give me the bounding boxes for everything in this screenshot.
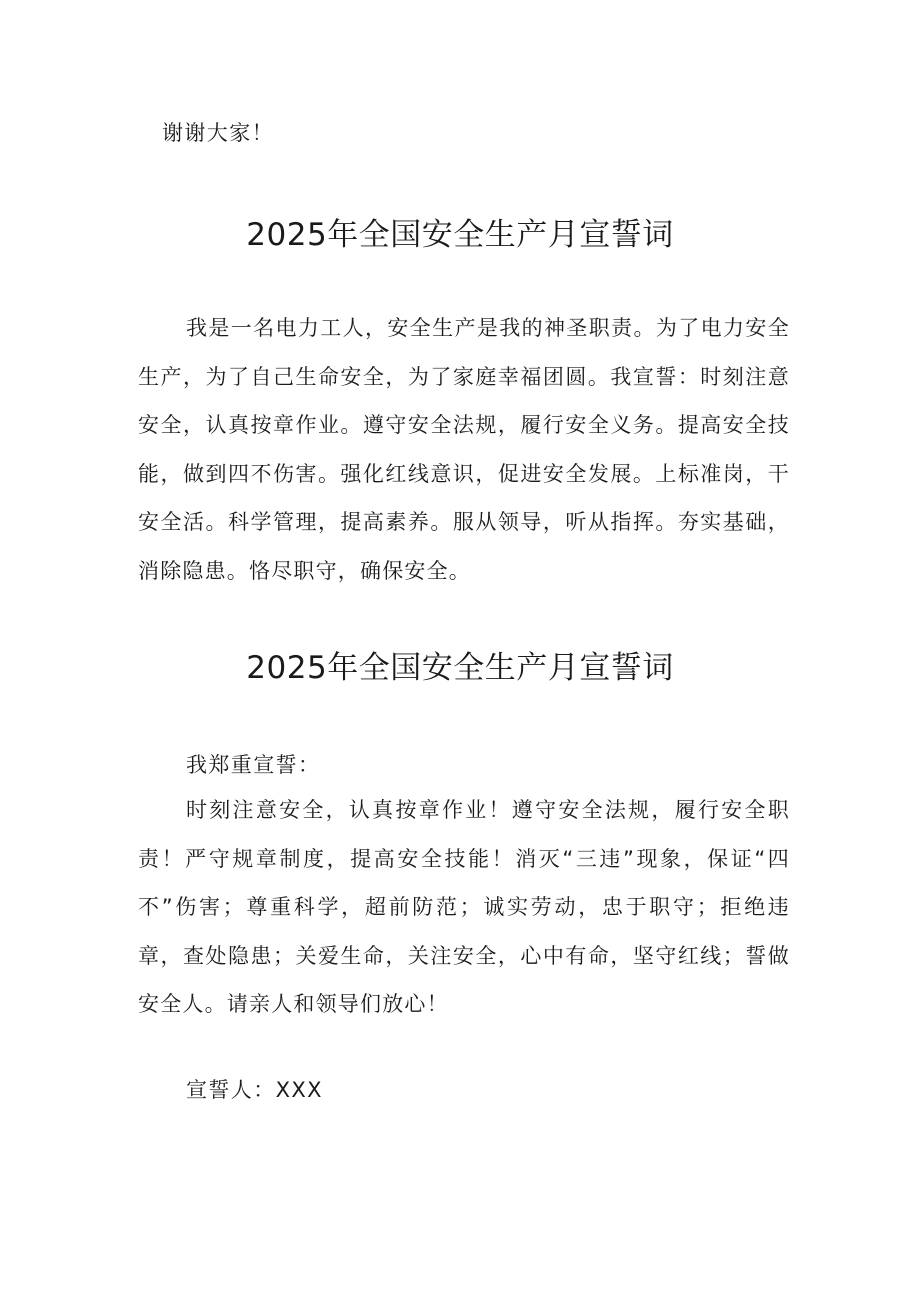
section-2-title: 2025年全国安全生产月宣誓词: [246, 650, 674, 686]
section-1-title: 2025年全国安全生产月宣誓词: [246, 217, 674, 253]
signature-line: 宣誓人：XXX: [186, 1078, 323, 1102]
section-2-paragraph: 时刻注意安全，认真按章作业！遵守安全法规，履行安全职责！严守规章制度，提高安全技能！消灭“三违”现象，保证“四不”伤害；尊重科学，超前防范；诚实劳动，忠于职守；拒绝违章，查处隐患；关爱生命，关注安全，心中有命，坚守红线；誓做安全人。请亲人和领导们放心！: [138, 798, 790, 1016]
section-2-intro: 我郑重宣誓：: [186, 753, 321, 777]
closing-line: 谢谢大家！: [162, 121, 274, 145]
section-1-paragraph: 我是一名电力工人，安全生产是我的神圣职责。为了电力安全生产，为了自己生命安全，为了家庭幸福团圆。我宣誓：时刻注意安全，认真按章作业。遵守安全法规，履行安全义务。提高安全技能，做到四不伤害。强化红线意识，促进安全发展。上标准岗，干安全活。科学管理，提高素养。服从领导，听从指挥。夯实基础，消除隐患。恪尽职守，确保安全。: [138, 316, 790, 583]
